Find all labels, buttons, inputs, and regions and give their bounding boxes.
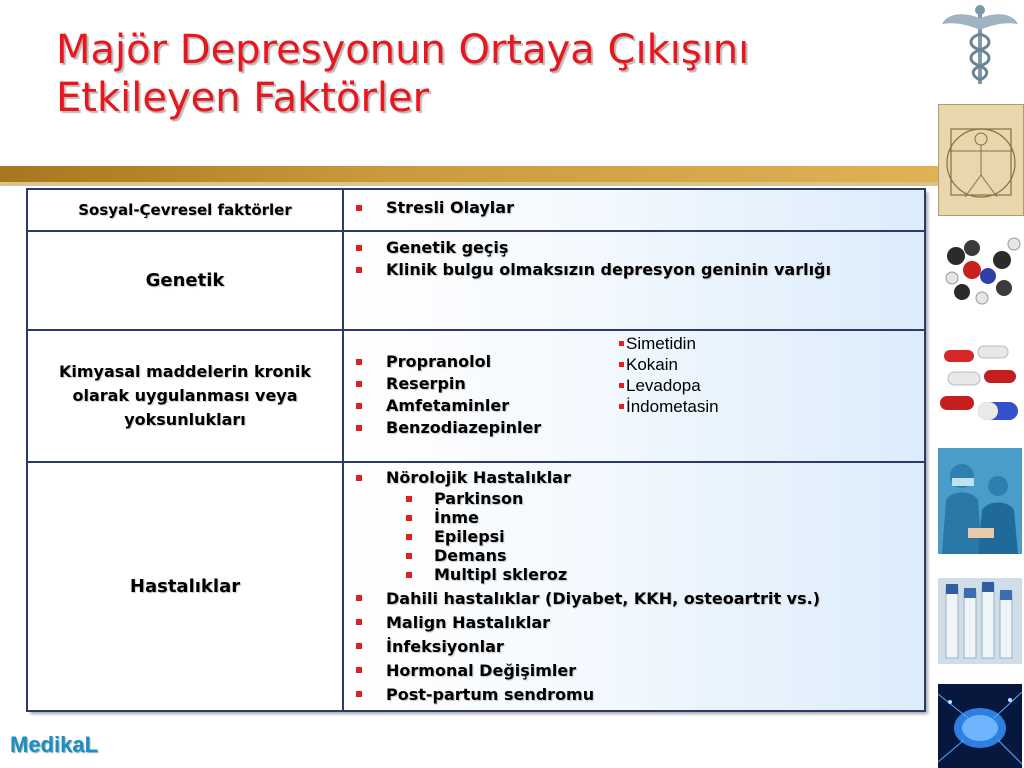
surgeons-image <box>938 448 1022 554</box>
table-row <box>27 330 925 462</box>
items-list <box>344 232 924 281</box>
factor-cell <box>27 330 343 462</box>
table-row <box>27 462 925 711</box>
vitruvian-man-image <box>938 104 1024 216</box>
factor-cell <box>27 462 343 711</box>
list-item: Dahili hastalıklar (Diyabet, KKH, osteoartrit vs.) <box>344 587 924 611</box>
factors-table <box>26 188 924 710</box>
list-item: Demans <box>344 546 924 565</box>
title-divider <box>0 166 940 182</box>
extra-items-list <box>619 333 719 417</box>
list-item: Stresli Olaylar <box>344 197 924 219</box>
items-cell <box>343 189 925 231</box>
list-item: İndometasin <box>619 396 719 417</box>
side-image-strip <box>936 0 1024 768</box>
slide-title <box>56 26 916 122</box>
list-item: Parkinson <box>344 489 924 508</box>
brain-network-image <box>938 684 1022 768</box>
list-item: Amfetaminler <box>344 395 924 417</box>
factor-cell <box>27 231 343 330</box>
list-item: Propranolol <box>344 351 924 373</box>
title-line-2: Etkileyen Faktörler <box>56 75 430 121</box>
list-item: İnfeksiyonlar <box>344 635 924 659</box>
list-item: Benzodiazepinler <box>344 417 924 439</box>
list-item: Epilepsi <box>344 527 924 546</box>
list-item: Levadopa <box>619 375 719 396</box>
molecule-image <box>938 226 1022 312</box>
factors-grid <box>26 188 926 712</box>
items-list <box>344 190 924 219</box>
items-cell <box>343 231 925 330</box>
list-item: Hormonal Değişimler <box>344 659 924 683</box>
factor-label: Genetik <box>145 270 225 291</box>
table-row <box>27 231 925 330</box>
brand-logo: MedikaL <box>10 732 99 757</box>
list-item: Klinik bulgu olmaksızın depresyon geninin varlığı <box>344 259 924 281</box>
table-row <box>27 189 925 231</box>
list-item: Post-partum sendromu <box>344 683 924 707</box>
test-tubes-image <box>938 578 1022 664</box>
list-item: Multipl skleroz <box>344 565 924 584</box>
items-list <box>344 463 924 489</box>
pills-image <box>938 342 1022 432</box>
list-item: İnme <box>344 508 924 527</box>
list-item: Nörolojik Hastalıklar <box>344 467 924 489</box>
title-line-1: Majör Depresyonun Ortaya Çıkışını <box>56 27 750 73</box>
list-item: Reserpin <box>344 373 924 395</box>
items-list <box>344 584 924 707</box>
factor-cell <box>27 189 343 231</box>
factor-label: Kimyasal maddelerin kronik olarak uygulanması veya yoksunlukları <box>58 362 312 429</box>
factor-label: Hastalıklar <box>129 576 241 597</box>
list-item: Simetidin <box>619 333 719 354</box>
items-cell <box>343 462 925 711</box>
caduceus-icon <box>938 2 1022 86</box>
factor-label: Sosyal-Çevresel faktörler <box>78 201 292 219</box>
sub-items-list <box>344 489 924 584</box>
title-divider-thin <box>0 182 940 186</box>
items-cell <box>343 330 925 462</box>
list-item: Genetik geçiş <box>344 237 924 259</box>
list-item: Kokain <box>619 354 719 375</box>
list-item: Malign Hastalıklar <box>344 611 924 635</box>
